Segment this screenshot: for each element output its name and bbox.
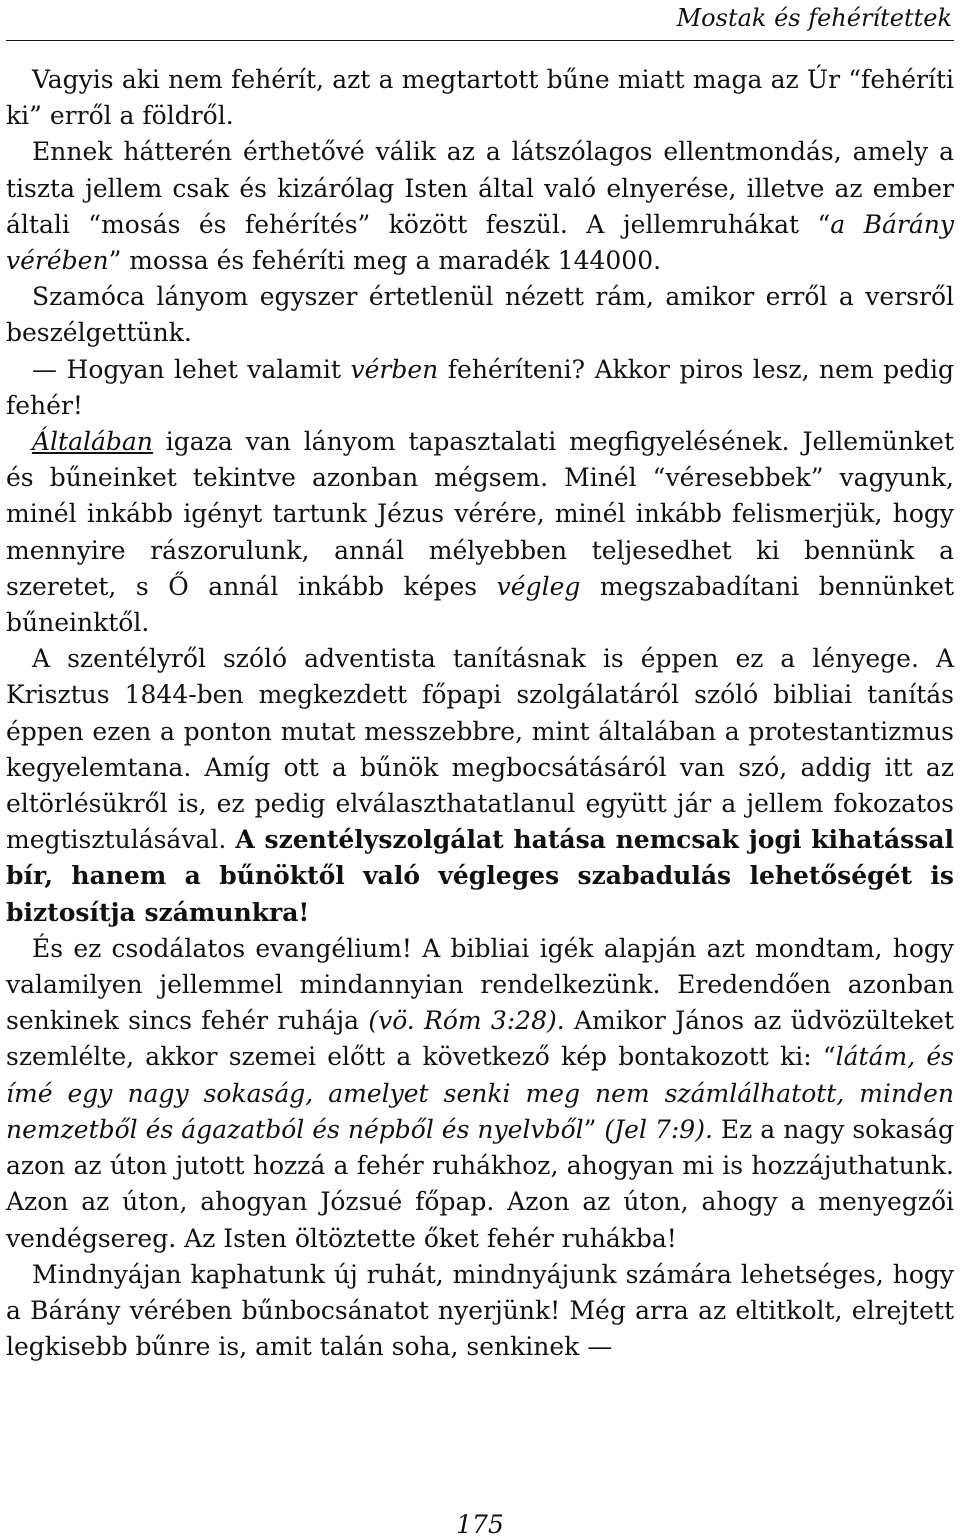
paragraph: Általában igaza van lányom tapasztalati megfigyelésének. Jellemünket és bűneinket tekintve azonban mégsem. Minél “véresebbek” vagyunk, minél inkább igényt tartunk Jézus vérére, minél inkább felismerjük, hogy mennyire rászorulunk, annál mélyebben teljesedhet ki bennünk a szeretet, s Ő annál inkább képes végleg megszabadítani bennünket bűneinktől. — [6, 427, 955, 638]
paragraph: Mindnyájan kaphatunk új ruhát, mindnyájunk számára lehetséges, hogy a Bárány vérében bűnbocsánatot nyerjünk! Még arra az eltitkolt, elrejtett legkisebb bűnre is, amit talán soha, senkinek — — [6, 1259, 954, 1362]
paragraph: A szentélyről szóló adventista tanításnak is éppen ez a lényege. A Krisztus 1844-ben megkezdett főpapi szolgálatáról szóló bibliai tanítás éppen ezen a ponton mutat messzebbre, mint általában a protestantizmus kegyelemtana. Amíg ott a bűnök megbocsátásáról van szó, addig itt az eltörlésükről is, ez pedig elválaszthatatlanul együtt jár a jellem fokozatos megtisztulásával. A szentélyszolgálat hatása nemcsak jogi kihatással bír, hanem a bűnöktől való végleges szabadulás lehetőségét is biztosítja számunkra! — [6, 644, 955, 927]
dialogue-line: — Hogyan lehet valamit vérben fehéríteni? Akkor piros lesz, nem pedig fehér! — [6, 354, 954, 420]
running-header: Mostak és fehérítettek — [676, 4, 952, 32]
paragraph: Ennek hátterén érthetővé válik az a látszólagos ellentmondás, amely a tiszta jellem csak és kizárólag Isten által való elnyerése, illetve az ember általi “mosás és fehérítés” között feszül. A jellemruhákat “a Bárány vérében” mossa és fehéríti meg a maradék 144000. — [6, 137, 954, 276]
body-text — [6, 62, 954, 1365]
paragraph: Vagyis aki nem fehérít, azt a megtartott bűne miatt maga az Úr “fehéríti ki” erről a földről. — [6, 65, 954, 131]
page-number: 175 — [456, 1510, 504, 1539]
header-rule — [6, 40, 954, 41]
paragraph: Szamóca lányom egyszer értetlenül nézett rám, amikor erről a versről beszélgettünk. — [6, 282, 954, 348]
paragraph: És ez csodálatos evangélium! A bibliai igék alapján azt mondtam, hogy valamilyen jellemmel mindannyian rendelkezünk. Eredendően azonban senkinek sincs fehér ruhája (vö. Róm 3:28). Amikor János az üdvözülteket szemlélte, akkor szemei előtt a következő kép bontakozott ki: “látám, és ímé egy nagy sokaság, amelyet senki meg nem számlálhatott, minden nemzetből és ágazatból és népből és nyelvből” (Jel 7:9). Ez a nagy sokaság azon az úton jutott hozzá a fehér ruhákhoz, ahogyan mi is hozzájuthatunk. Azon az úton, ahogyan Józsué főpap. Azon az úton, ahogy a menyegzői vendégsereg. Az Isten öltöztette őket fehér ruhákba! — [6, 933, 955, 1253]
